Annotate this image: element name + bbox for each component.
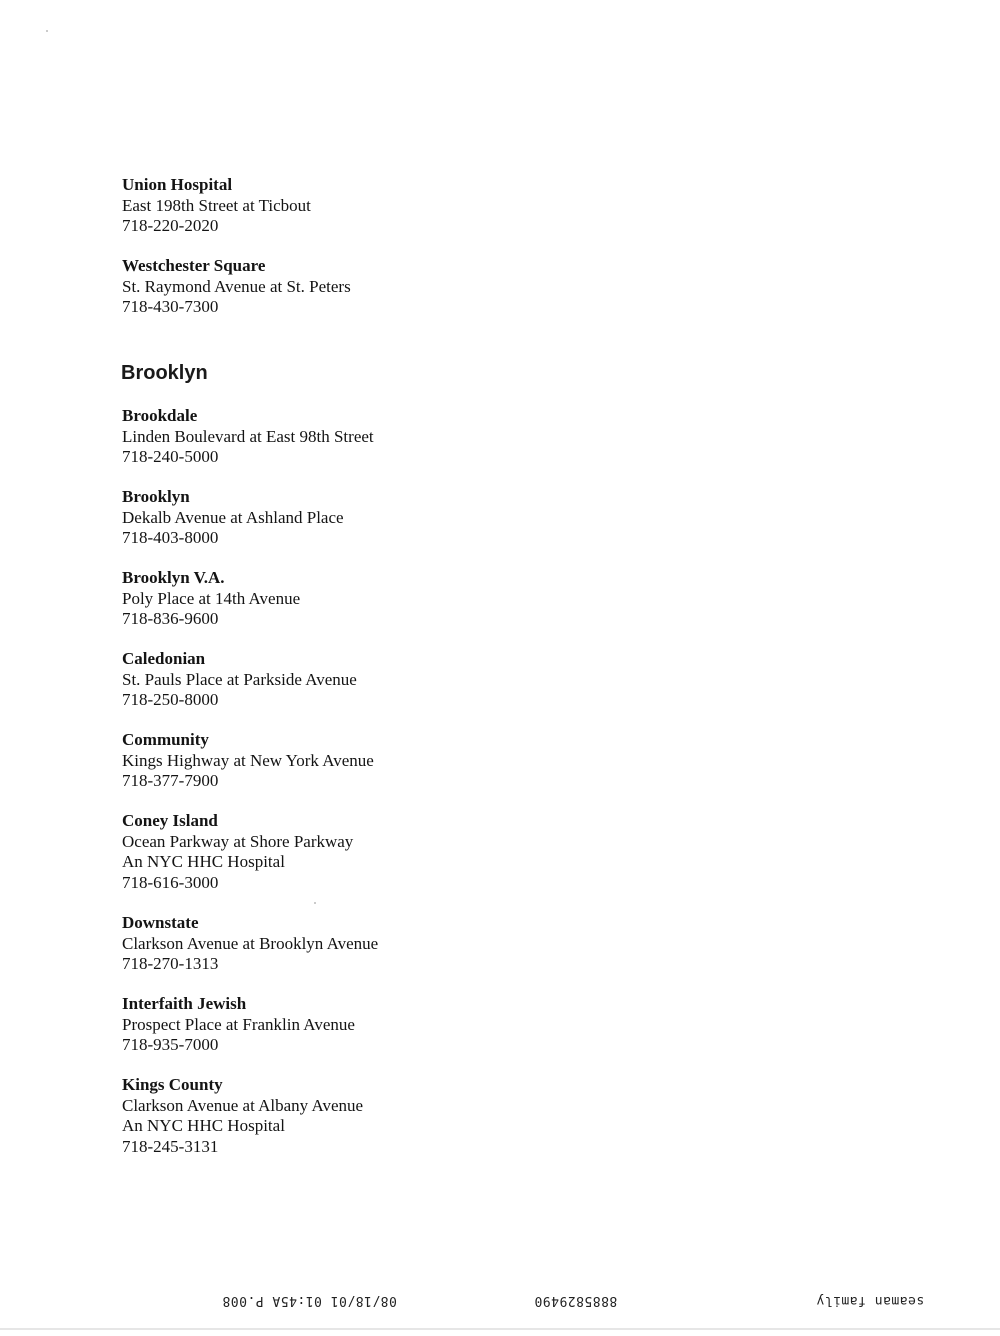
hospital-entry-union xyxy=(122,175,311,237)
hospital-address: Ocean Parkway at Shore Parkway xyxy=(122,831,354,851)
fax-phone-number: 8885829490 xyxy=(534,1293,618,1308)
hospital-phone: 718-245-3131 xyxy=(122,1136,219,1156)
fax-datetime-page: 08/18/01 01:45A P.008 xyxy=(222,1293,397,1308)
hospital-phone: 718-270-1313 xyxy=(122,954,219,973)
hospital-name: Caledonian xyxy=(122,649,206,668)
hospital-address: Clarkson Avenue at Albany Avenue xyxy=(122,1095,364,1115)
hospital-address: Clarkson Avenue at Brooklyn Avenue xyxy=(122,933,379,953)
hospital-affiliation: An NYC HHC Hospital xyxy=(122,852,285,871)
hospital-name: Brooklyn xyxy=(122,487,190,506)
hospital-name: Union Hospital xyxy=(122,175,233,194)
hospital-entry-caledonian xyxy=(122,649,357,711)
hospital-phone: 718-935-7000 xyxy=(122,1035,219,1054)
fax-sender-name: seaman family xyxy=(816,1293,925,1308)
scan-speck xyxy=(314,902,316,904)
hospital-entry-brookdale xyxy=(122,406,374,468)
hospital-phone: 718-220-2020 xyxy=(122,216,219,235)
hospital-name: Brooklyn V.A. xyxy=(122,568,225,587)
hospital-phone: 718-836-9600 xyxy=(122,609,219,628)
hospital-name: Westchester Square xyxy=(122,256,266,275)
hospital-address: East 198th Street at Ticbout xyxy=(122,195,311,215)
hospital-name: Interfaith Jewish xyxy=(122,994,247,1013)
hospital-entry-brooklyn-va xyxy=(122,568,300,630)
hospital-entry-kings-county xyxy=(122,1075,363,1157)
hospital-address: Kings Highway at New York Avenue xyxy=(122,750,374,770)
hospital-entry-downstate xyxy=(122,913,378,975)
hospital-entry-brooklyn xyxy=(122,487,344,549)
hospital-address: Poly Place at 14th Avenue xyxy=(122,588,301,608)
hospital-phone: 718-616-3000 xyxy=(122,872,219,892)
hospital-affiliation: An NYC HHC Hospital xyxy=(122,1116,285,1135)
hospital-entry-coney-island xyxy=(122,811,353,893)
hospital-entry-community xyxy=(122,730,374,792)
hospital-phone: 718-250-8000 xyxy=(122,690,219,709)
hospital-address: St. Raymond Avenue at St. Peters xyxy=(122,276,351,296)
hospital-address: St. Pauls Place at Parkside Avenue xyxy=(122,669,357,689)
hospital-address: Prospect Place at Franklin Avenue xyxy=(122,1014,355,1034)
hospital-entry-westchester xyxy=(122,256,351,318)
hospital-name: Downstate xyxy=(122,913,199,932)
scan-speck xyxy=(46,30,48,32)
hospital-phone: 718-377-7900 xyxy=(122,771,219,790)
hospital-entry-interfaith-jewish xyxy=(122,994,355,1056)
scan-edge xyxy=(0,1328,1000,1330)
hospital-phone: 718-240-5000 xyxy=(122,447,219,466)
hospital-name: Brookdale xyxy=(122,406,198,425)
hospital-phone: 718-430-7300 xyxy=(122,297,219,316)
hospital-phone: 718-403-8000 xyxy=(122,528,219,547)
hospital-address: Dekalb Avenue at Ashland Place xyxy=(122,507,344,527)
hospital-name: Community xyxy=(122,730,209,749)
section-heading-brooklyn: Brooklyn xyxy=(121,362,208,384)
hospital-name: Coney Island xyxy=(122,811,218,830)
hospital-name: Kings County xyxy=(122,1075,223,1094)
hospital-address: Linden Boulevard at East 98th Street xyxy=(122,426,374,446)
